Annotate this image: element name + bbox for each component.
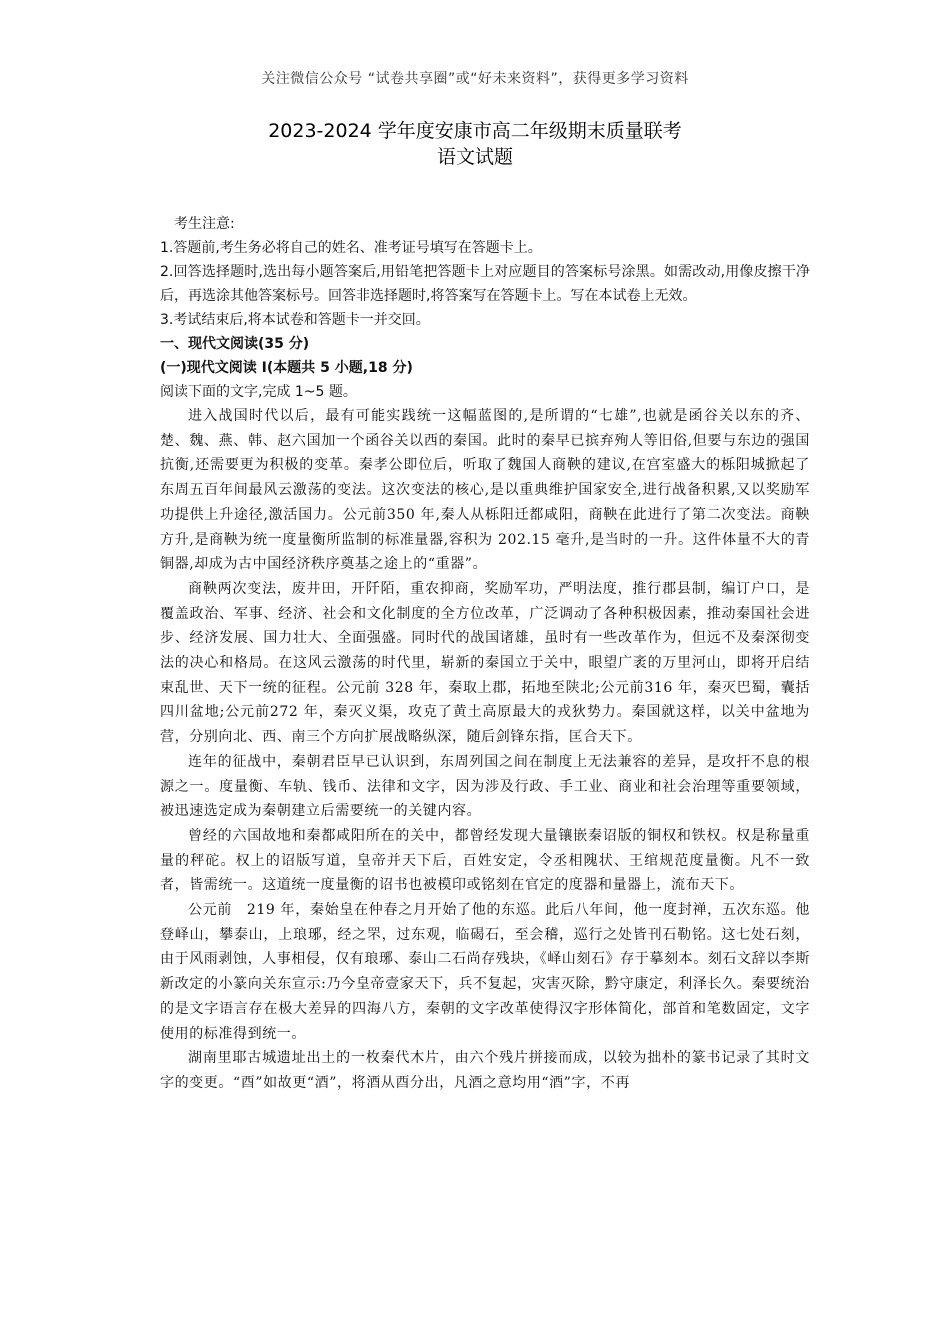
notice-heading: 考生注意:: [174, 216, 235, 232]
passage-paragraph-5: 公元前 219 年，秦始皇在仲春之月开始了他的东巡。此后八年间，他一度封禅，五次东巡。他登峄山，攀泰山，上琅琊，经之罘，过东观，临碣石，至会稽，巡行之处皆刊石勒铭。这七处石刻，由于风雨剥蚀，人事相侵，仅有琅琊、泰山二石尚存残块，《峄山刻石》存于摹刻本。刻石文辞以李斯新改定的小篆向关东宣示:乃今皇帝壹家天下，兵不复起，灾害灭除，黔守康定，利泽长久。秦要统治的是文字语言存在极大差异的四海八方，秦朝的文字改革使得汉字形体简化，部首和笔数固定，文字使用的标准得到统一。: [160, 902, 810, 1042]
watermark-text: 关注微信公众号 “试卷共享圈”或“好未来资料”，获得更多学习资料: [261, 71, 689, 87]
passage-paragraph-4: 曾经的六国故地和秦都咸阳所在的关中，都曾经发现大量镶嵌秦诏版的铜权和铁权。权是称量重量的秤砣。权上的诏版写道，皇帝并天下后，百姓安定，令丞相隗状、王绾规范度量衡。凡不一致者，皆需统一。这道统一度量衡的诏书也被模印或铭刻在官定的度器和量器上，流布天下。: [160, 827, 810, 894]
exam-subject: 语文试题: [436, 146, 513, 168]
exam-body: [160, 212, 810, 1096]
notice-item-2: 2.回答选择题时,选出每小题答案后,用铅笔把答题卡上对应题目的答案标号涂黑。如需改动,用像皮擦干净后，再选涂其他答案标号。回答非选择题时,将答案写在答题卡上。写在本试卷上无效。: [160, 264, 810, 304]
passage-paragraph-6: 湖南里耶古城遗址出土的一枚秦代木片，由六个残片拼接而成，以较为拙朴的篆书记录了其时文字的变更。“酉”如故更“酒”，将酒从酉分出，凡酒之意均用“酒”字，不再: [160, 1050, 810, 1091]
exam-title: 2023-2024 学年度安康市高二年级期末质量联考: [268, 120, 682, 142]
section-subtitle: (一)现代文阅读 I(本题共 5 小题,18 分): [160, 360, 413, 376]
notice-item-3: 3.考试结束后,将本试卷和答题卡一并交回。: [160, 312, 430, 328]
passage-paragraph-1: 进入战国时代以后，最有可能实践统一这幅蓝图的,是所谓的“七雄”,也就是函谷关以东的齐、楚、魏、燕、韩、赵六国加一个函谷关以西的秦国。此时的秦早已摈弃殉人等旧俗,但要与东边的强国抗衡,还需要更为积极的变革。秦孝公即位后，听取了魏国人商鞅的建议,在宫室盛大的栎阳城掀起了东周五百年间最风云激荡的变法。这次变法的核心,是以重典维护国家安全,进行战备积累,又以奖励军功提供上升途径,激活国力。公元前350 年,秦人从栎阳迁都咸阳，商鞅在此进行了第二次变法。商鞅方升,是商鞅为统一度量衡所监制的标准量器,容积为 202.15 毫升,是当时的一升。这件体量不大的青铜器,却成为古中国经济秩序奠基之途上的“重器”。: [160, 408, 810, 573]
passage-paragraph-2: 商鞅两次变法，废井田，开阡陌，重农抑商，奖励军功，严明法度，推行郡县制，编订户口，是覆盖政治、军事、经济、社会和文化制度的全方位改革，广泛调动了各种积极因素，推动秦国社会进步、经济发展、国力壮大、全面强盛。同时代的战国诸雄，虽时有一些改革作为，但远不及秦深彻变法的决心和格局。在这风云激荡的时代里，崭新的秦国立于关中，眼望广袤的万里河山，即将开启结束乱世、天下一统的征程。公元前 328 年，秦取上郡，拓地至陕北;公元前316 年，秦灭巴蜀，囊括四川盆地;公元前272 年，秦灭义渠，攻克了黄土高原最大的戎狄势力。秦国就这样，以关中盆地为营，分别向北、西、南三个方向扩展战略纵深，随后剑锋东指，匡合天下。: [160, 580, 810, 746]
passage-paragraph-3: 连年的征战中，秦朝君臣早已认识到，东周列国之间在制度上无法兼容的差异，是攻扞不息的根源之一。度量衡、车轨、钱币、法律和文字，因为涉及行政、手工业、商业和社会治理等重要领域，被迅速选定成为秦朝建立后需要统一的关键内容。: [160, 753, 810, 820]
section-title: 一、现代文阅读(35 分): [160, 336, 310, 352]
reading-instruction: 阅读下面的文字,完成 1~5 题。: [160, 384, 357, 400]
notice-item-1: 1.答题前,考生务必将自己的姓名、准考证号填写在答题卡上。: [160, 240, 542, 256]
